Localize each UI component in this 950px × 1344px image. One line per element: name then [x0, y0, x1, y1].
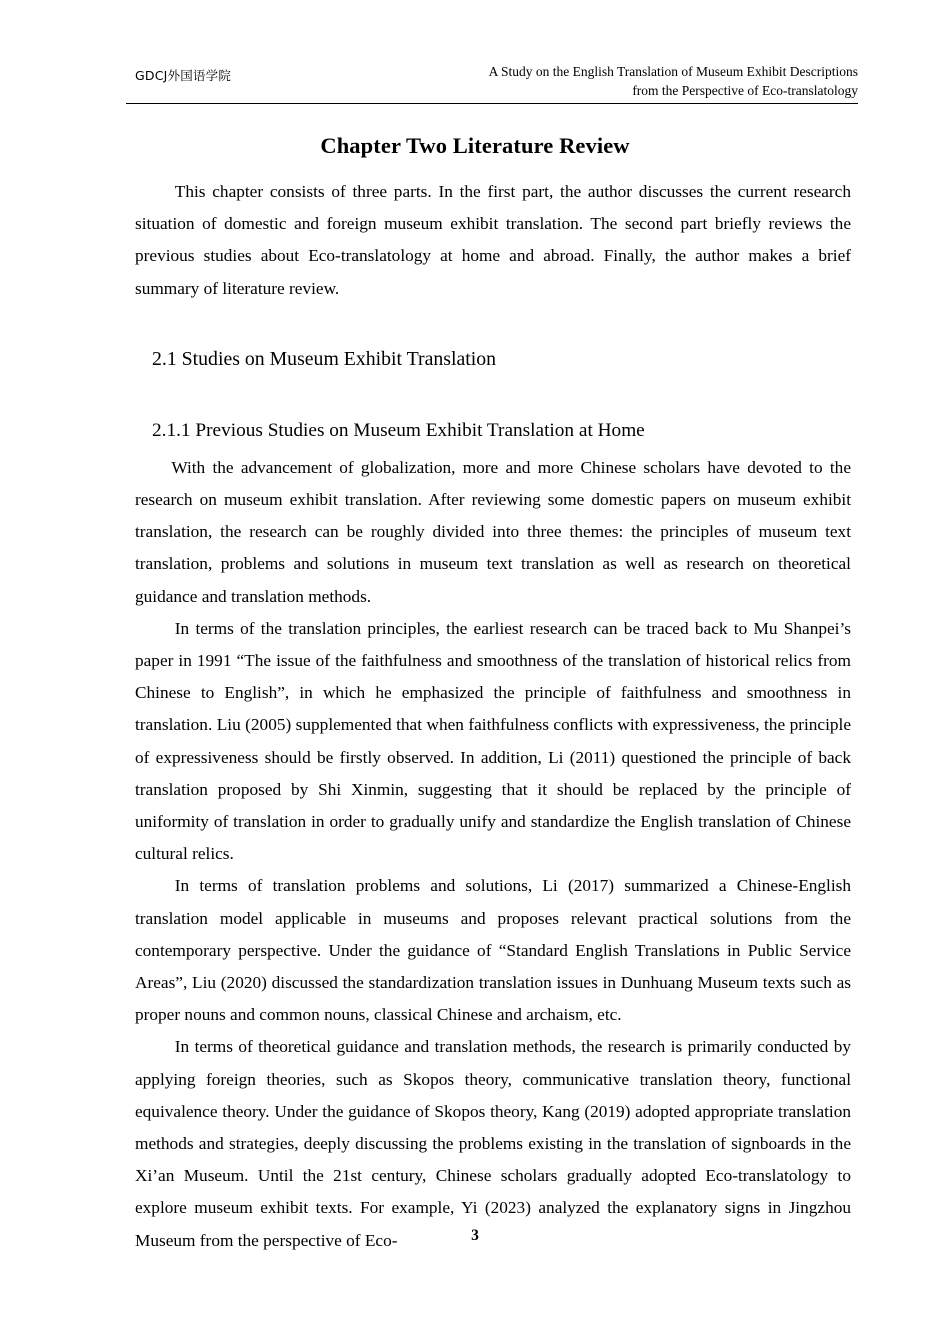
header-thesis-title — [489, 62, 858, 100]
section-heading-2-1: 2.1 Studies on Museum Exhibit Translation — [152, 347, 496, 370]
paragraph-chapter-intro: This chapter consists of three parts. In the first part, the author discusses the current research situation of domestic and foreign museum exhibit translation. The second part briefly reviews the previous studies about Eco-translatology at home and abroad. Finally, the author makes a brief summary of literature review. — [135, 182, 851, 298]
paragraph-theoretical-guidance: In terms of theoretical guidance and translation methods, the research is primarily conducted by applying foreign theories, such as Skopos theory, communicative translation theory, functional equivalence theory. Under the guidance of Skopos theory, Kang (2019) adopted appropriate translation methods and strategies, deeply discussing the problems existing in the translation of signboards in the Xi’an Museum. Until the 21st century, Chinese scholars gradually adopted Eco-translatology to explore museum exhibit texts. For example, Yi (2023) analyzed the explanatory signs in Jingzhou Museum from the perspective of Eco- — [135, 1037, 851, 1250]
paragraph-translation-principles: In terms of the translation principles, the earliest research can be traced back to Mu Shanpei’s paper in 1991 “The issue of the faithfulness and smoothness of the translation of historical relics from Chinese to English”, in which he emphasized the principle of faithfulness and smoothness in translation. Liu (2005) supplemented that when faithfulness conflicts with expressiveness, the principle of expressiveness should be firstly observed. In addition, Li (2011) questioned the principle of back translation proposed by Shi Xinmin, suggesting that it should be replaced by the principle of uniformity of translation in order to gradually unify and standardize the English translation of Chinese cultural relics. — [135, 618, 851, 864]
header-title-line-2: from the Perspective of Eco-translatology — [632, 83, 858, 98]
subsection-heading-2-1-1: 2.1.1 Previous Studies on Museum Exhibit Translation at Home — [152, 419, 645, 441]
paragraph-globalization: With the advancement of globalization, more and more Chinese scholars have devoted to the research on museum exhibit translation. After reviewing some domestic papers on museum exhibit translation, the research can be roughly divided into three themes: the principles of museum text translation, problems and solutions in museum text translation as well as research on theoretical guidance and translation methods. — [135, 457, 851, 606]
document-body — [135, 176, 851, 1257]
header-divider-rule — [126, 103, 858, 104]
page-header — [126, 62, 858, 100]
header-institution-name: GDCJ外国语学院 — [135, 68, 232, 83]
paragraph-problems-and-solutions: In terms of translation problems and solutions, Li (2017) summarized a Chinese-English translation model applicable in museums and proposes relevant practical solutions from the contemporary perspective. Under the guidance of “Standard English Translations in Public Service Areas”, Liu (2020) discussed the standardization translation issues in Dunhuang Museum texts such as proper nouns and common nouns, classical Chinese and archaism, etc. — [135, 876, 851, 1025]
header-title-line-1: A Study on the English Translation of Museum Exhibit Descriptions — [488, 64, 858, 79]
page-number: 3 — [471, 1227, 479, 1244]
chapter-title: Chapter Two Literature Review — [320, 133, 630, 159]
